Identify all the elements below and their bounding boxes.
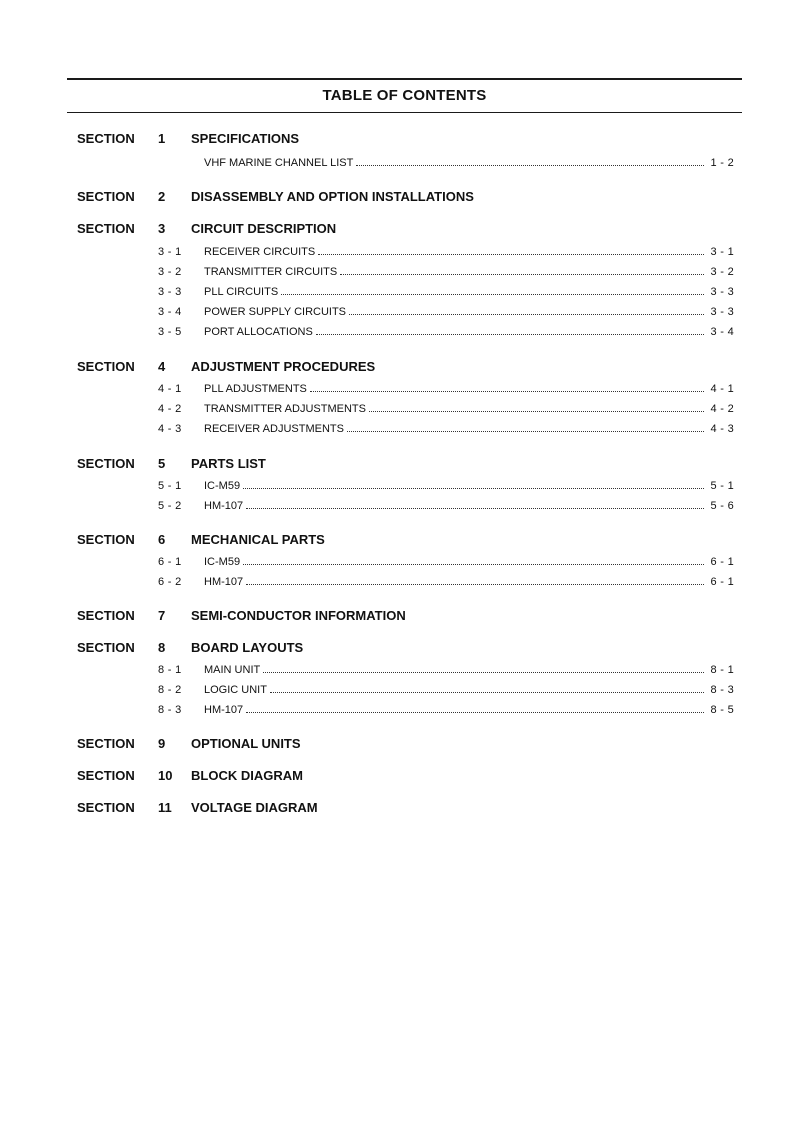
toc-section[interactable] — [0, 736, 801, 754]
dot-leader — [243, 488, 704, 489]
entry-number: 5 - 2 — [158, 500, 182, 512]
toc-entry[interactable] — [0, 245, 801, 261]
entry-title: MAIN UNIT — [204, 664, 263, 676]
entry-title: RECEIVER ADJUSTMENTS — [204, 423, 347, 435]
entry-title: PLL ADJUSTMENTS — [204, 383, 310, 395]
leader — [204, 157, 704, 169]
toc-entry[interactable] — [0, 499, 801, 515]
leader — [204, 383, 704, 395]
entry-title: HM-107 — [204, 576, 246, 588]
entry-title: POWER SUPPLY CIRCUITS — [204, 306, 349, 318]
toc-entry[interactable] — [0, 265, 801, 281]
dot-leader — [347, 431, 704, 432]
dot-leader — [246, 712, 704, 713]
dot-leader — [369, 411, 704, 412]
entry-title: PLL CIRCUITS — [204, 286, 281, 298]
dot-leader — [310, 391, 704, 392]
toc-section[interactable] — [0, 640, 801, 658]
dot-leader — [243, 564, 704, 565]
leader — [204, 306, 704, 318]
leader — [204, 403, 704, 415]
section-label: SECTION — [77, 456, 135, 471]
entry-page: 3 - 3 — [710, 286, 734, 298]
section-label: SECTION — [77, 532, 135, 547]
section-number: 1 — [158, 131, 166, 146]
dot-leader — [281, 294, 704, 295]
entry-number: 3 - 4 — [158, 306, 182, 318]
toc-section[interactable] — [0, 608, 801, 626]
section-number: 8 — [158, 640, 166, 655]
toc-entry[interactable] — [0, 325, 801, 341]
section-name: DISASSEMBLY AND OPTION INSTALLATIONS — [191, 189, 474, 204]
entry-title: RECEIVER CIRCUITS — [204, 246, 318, 258]
entry-number: 6 - 2 — [158, 576, 182, 588]
entry-page: 5 - 6 — [710, 500, 734, 512]
entry-page: 8 - 1 — [710, 664, 734, 676]
section-label: SECTION — [77, 800, 135, 815]
entry-title: IC-M59 — [204, 480, 243, 492]
entry-number: 5 - 1 — [158, 480, 182, 492]
section-name: SEMI-CONDUCTOR INFORMATION — [191, 608, 406, 623]
leader — [204, 556, 704, 568]
entry-title: TRANSMITTER CIRCUITS — [204, 266, 340, 278]
section-label: SECTION — [77, 189, 135, 204]
entry-page: 6 - 1 — [710, 556, 734, 568]
entry-title: IC-M59 — [204, 556, 243, 568]
entry-page: 8 - 3 — [710, 684, 734, 696]
toc-entry[interactable] — [0, 479, 801, 495]
entry-page: 4 - 3 — [710, 423, 734, 435]
toc-entry[interactable] — [0, 382, 801, 398]
dot-leader — [263, 672, 704, 673]
leader — [204, 576, 704, 588]
toc-entry[interactable] — [0, 422, 801, 438]
entry-title: HM-107 — [204, 704, 246, 716]
section-name: MECHANICAL PARTS — [191, 532, 325, 547]
entry-number: 4 - 2 — [158, 403, 182, 415]
toc-entry[interactable] — [0, 402, 801, 418]
entry-title: PORT ALLOCATIONS — [204, 326, 316, 338]
entry-page: 3 - 2 — [710, 266, 734, 278]
title-rule — [67, 112, 742, 113]
dot-leader — [349, 314, 704, 315]
section-name: CIRCUIT DESCRIPTION — [191, 221, 337, 236]
page-title: TABLE OF CONTENTS — [322, 87, 487, 104]
toc-section[interactable] — [0, 189, 801, 207]
entry-page: 5 - 1 — [710, 480, 734, 492]
entry-page: 3 - 3 — [710, 306, 734, 318]
entry-page: 3 - 1 — [710, 246, 734, 258]
toc-section[interactable] — [0, 456, 801, 474]
section-number: 5 — [158, 456, 166, 471]
entry-page: 8 - 5 — [710, 704, 734, 716]
section-label: SECTION — [77, 736, 135, 751]
toc-entry[interactable] — [0, 703, 801, 719]
section-label: SECTION — [77, 608, 135, 623]
entry-number: 4 - 1 — [158, 383, 182, 395]
entry-number: 8 - 3 — [158, 704, 182, 716]
toc-section[interactable] — [0, 800, 801, 818]
toc-entry[interactable] — [0, 555, 801, 571]
section-label: SECTION — [77, 359, 135, 374]
leader — [204, 704, 704, 716]
dot-leader — [340, 274, 704, 275]
dot-leader — [270, 692, 704, 693]
section-number: 3 — [158, 221, 166, 236]
entry-page: 4 - 2 — [710, 403, 734, 415]
section-name: BLOCK DIAGRAM — [191, 768, 303, 783]
section-number: 9 — [158, 736, 166, 751]
section-label: SECTION — [77, 221, 135, 236]
toc-section[interactable] — [0, 221, 801, 239]
toc-section[interactable] — [0, 359, 801, 377]
toc-section[interactable] — [0, 532, 801, 550]
entry-number: 3 - 5 — [158, 326, 182, 338]
section-label: SECTION — [77, 131, 135, 146]
dot-leader — [316, 334, 704, 335]
leader — [204, 423, 704, 435]
leader — [204, 246, 704, 258]
leader — [204, 326, 704, 338]
toc-entry[interactable] — [0, 305, 801, 321]
section-label: SECTION — [77, 640, 135, 655]
top-rule — [67, 78, 742, 80]
leader — [204, 286, 704, 298]
dot-leader — [246, 584, 704, 585]
section-name: ADJUSTMENT PROCEDURES — [191, 359, 376, 374]
entry-number: 6 - 1 — [158, 556, 182, 568]
entry-page: 3 - 4 — [710, 326, 734, 338]
entry-number: 8 - 1 — [158, 664, 182, 676]
entry-number: 8 - 2 — [158, 684, 182, 696]
section-number: 11 — [158, 800, 172, 815]
dot-leader — [318, 254, 704, 255]
toc-entry[interactable] — [0, 285, 801, 301]
section-number: 2 — [158, 189, 166, 204]
section-name: VOLTAGE DIAGRAM — [191, 800, 318, 815]
toc-entry[interactable] — [0, 683, 801, 699]
toc-entry[interactable] — [0, 663, 801, 679]
leader — [204, 266, 704, 278]
entry-number: 3 - 1 — [158, 246, 182, 258]
entry-title: TRANSMITTER ADJUSTMENTS — [204, 403, 369, 415]
section-name: BOARD LAYOUTS — [191, 640, 304, 655]
leader — [204, 664, 704, 676]
leader — [204, 480, 704, 492]
section-number: 6 — [158, 532, 166, 547]
dot-leader — [246, 508, 704, 509]
entry-page: 1 - 2 — [710, 157, 734, 169]
leader — [204, 684, 704, 696]
entry-number: 3 - 2 — [158, 266, 182, 278]
section-number: 7 — [158, 608, 166, 623]
toc-entry[interactable] — [0, 156, 801, 172]
section-name: PARTS LIST — [191, 456, 266, 471]
section-number: 10 — [158, 768, 173, 783]
section-name: OPTIONAL UNITS — [191, 736, 301, 751]
leader — [204, 500, 704, 512]
entry-title: HM-107 — [204, 500, 246, 512]
toc-section[interactable] — [0, 768, 801, 786]
entry-title: VHF MARINE CHANNEL LIST — [204, 157, 356, 169]
section-label: SECTION — [77, 768, 135, 783]
entry-page: 4 - 1 — [710, 383, 734, 395]
entry-number: 4 - 3 — [158, 423, 182, 435]
entry-title: LOGIC UNIT — [204, 684, 270, 696]
toc-entry[interactable] — [0, 575, 801, 591]
toc-section[interactable] — [0, 131, 801, 149]
section-name: SPECIFICATIONS — [191, 131, 300, 146]
dot-leader — [356, 165, 704, 166]
entry-page: 6 - 1 — [710, 576, 734, 588]
section-number: 4 — [158, 359, 166, 374]
entry-number: 3 - 3 — [158, 286, 182, 298]
